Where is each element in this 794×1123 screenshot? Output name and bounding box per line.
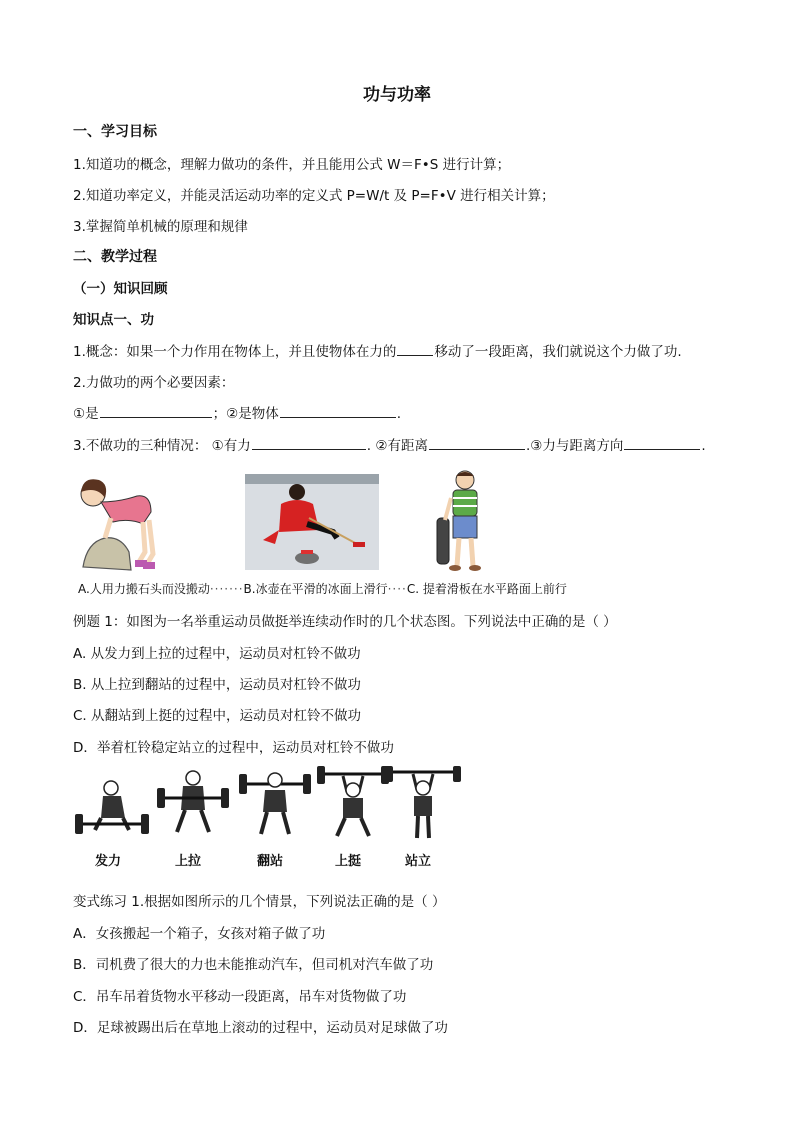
section-heading-process: 二、教学过程	[73, 249, 157, 265]
goal-item-1: 1.知道功的概念，理解力做功的条件，并且能用公式 W＝F•S 进行计算；	[73, 157, 511, 173]
example-1-option-b[interactable]: B. 从上拉到翻站的过程中，运动员对杠铃不做功	[73, 677, 361, 693]
pose-label: 上挺	[334, 854, 361, 869]
practice-1-option-c[interactable]: C．吊车吊着货物水平移动一段距离，吊车对货物做了功	[73, 989, 407, 1005]
lift-pose-fali	[73, 766, 153, 876]
example-1-option-a[interactable]: A. 从发力到上拉的过程中，运动员对杠铃不做功	[73, 646, 361, 662]
pose-label: 翻站	[256, 854, 283, 869]
section-heading-goals: 一、学习目标	[73, 124, 157, 140]
pose-label: 发力	[94, 854, 121, 869]
page-title: 功与功率	[363, 85, 431, 105]
example-1-option-c[interactable]: C. 从翻站到上挺的过程中，运动员对杠铃不做功	[73, 708, 362, 724]
boy-carrying-skateboard-image	[435, 468, 495, 578]
caption-a: A.人用力搬石头而没搬动	[78, 582, 210, 596]
concept-blank[interactable]	[397, 341, 433, 356]
caption-separator: ·······	[209, 582, 244, 596]
no-work-blank-1[interactable]	[252, 435, 366, 450]
no-work-text-d: .	[701, 438, 706, 454]
example-1-option-d[interactable]: D．举着杠铃稳定站立的过程中，运动员对杠铃不做功	[73, 740, 394, 756]
practice-1-stem: 变式练习 1.根据如图所示的几个情景，下列说法正确的是（ ）	[73, 894, 446, 910]
concept-text-b: 移动了一段距离，我们就说这个力做了功.	[434, 344, 682, 360]
factor-end: .	[396, 406, 402, 422]
knowledge-point-heading: 知识点一、功	[73, 312, 154, 328]
no-work-blank-3[interactable]	[624, 435, 700, 450]
lift-pose-shangting	[313, 766, 393, 876]
pose-label: 上拉	[174, 854, 201, 869]
factor-1-label: ①是	[73, 406, 99, 422]
factor-2-label: ；②是物体	[212, 406, 279, 422]
goal-item-2: 2.知道功率定义，并能灵活运动功率的定义式 P=W/t 及 P=F•V 进行相关计算；	[73, 188, 555, 204]
factors-line: 2.力做功的两个必要因素：	[73, 375, 235, 391]
lift-pose-fanzhan	[235, 766, 315, 876]
concept-line	[73, 340, 682, 360]
factor-2-blank[interactable]	[280, 403, 396, 418]
lift-pose-zhanli	[383, 766, 463, 876]
goal-item-3: 3.掌握简单机械的原理和规律	[73, 219, 248, 235]
weightlifting-sequence-figure	[73, 766, 473, 876]
no-work-text-a: 3.不做功的三种情况： ①有力	[73, 438, 251, 454]
subsection-heading-review: （一）知识回顾	[73, 281, 168, 297]
example-1-stem: 例题 1：如图为一名举重运动员做挺举连续动作时的几个状态图。下列说法中正确的是（ ）	[73, 614, 617, 630]
practice-1-option-d[interactable]: D．足球被踢出后在草地上滚动的过程中，运动员对足球做了功	[73, 1020, 448, 1036]
lift-pose-shangla	[153, 766, 233, 876]
caption-b: B.冰壶在平滑的冰面上滑行	[243, 582, 388, 596]
pose-label: 站立	[404, 854, 431, 869]
no-work-figures	[73, 468, 733, 598]
girl-lifting-rock-image	[73, 472, 173, 574]
factors-fill-line	[73, 402, 401, 422]
caption-c: C. 提着滑板在水平路面上前行	[406, 582, 567, 596]
no-work-text-c: .③力与距离方向	[525, 438, 624, 454]
concept-text-a: 1.概念：如果一个力作用在物体上，并且使物体在力的	[73, 344, 397, 360]
no-work-text-b: . ②有距离	[366, 438, 428, 454]
caption-separator: ····	[387, 582, 407, 596]
factor-1-blank[interactable]	[100, 403, 212, 418]
curling-photo	[245, 474, 379, 570]
figure-caption-row	[78, 580, 567, 597]
practice-1-option-b[interactable]: B．司机费了很大的力也未能推动汽车，但司机对汽车做了功	[73, 957, 434, 973]
no-work-blank-2[interactable]	[429, 435, 525, 450]
practice-1-option-a[interactable]: A．女孩搬起一个箱子，女孩对箱子做了功	[73, 926, 326, 942]
no-work-line	[73, 434, 706, 454]
